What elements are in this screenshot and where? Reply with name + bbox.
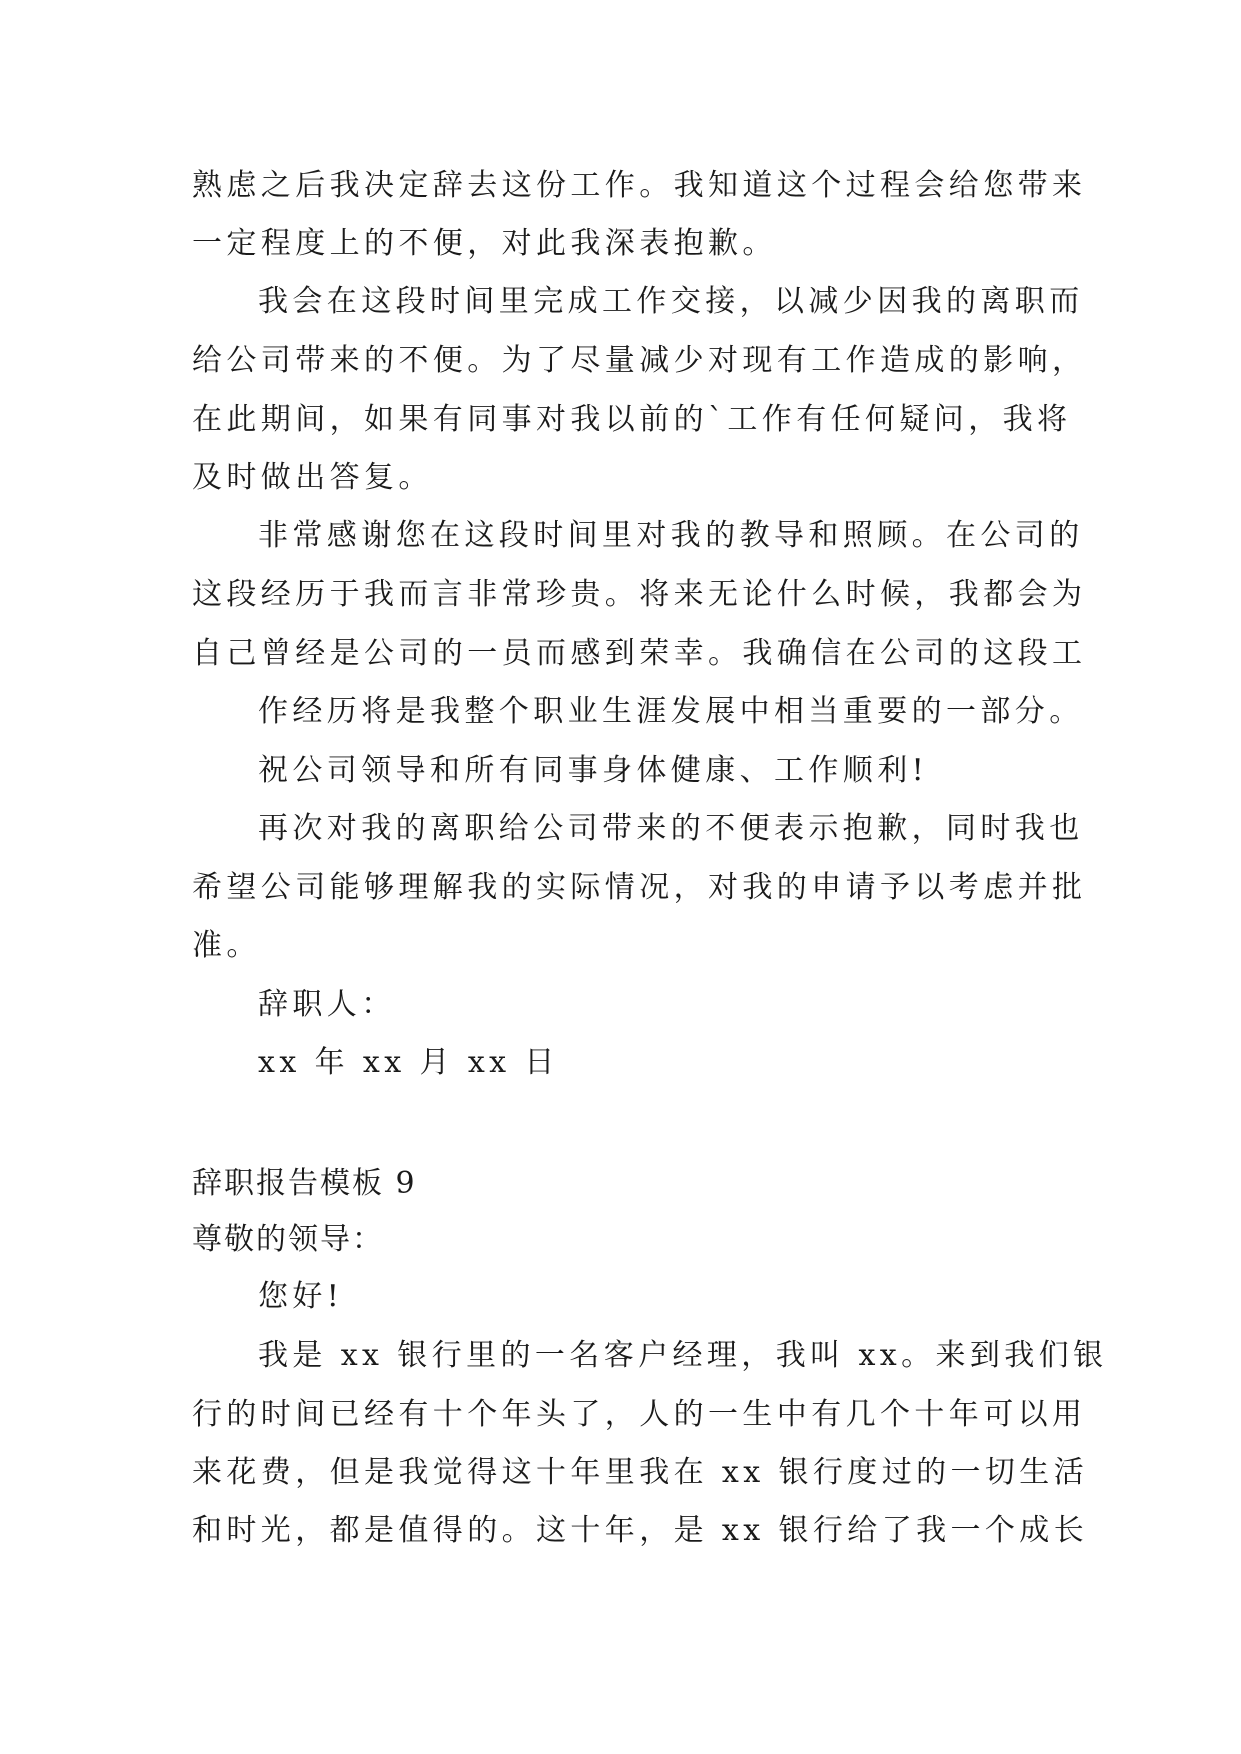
- greeting: 您好!: [258, 1279, 344, 1314]
- body-text-line: 和时光，都是值得的。这十年，是 xx 银行给了我一个成长: [192, 1513, 1089, 1548]
- body-text-line: 这段经历于我而言非常珍贵。将来无论什么时候，我都会为: [192, 577, 1087, 612]
- body-text-line: 来花费，但是我觉得这十年里我在 xx 银行度过的一切生活: [192, 1455, 1089, 1490]
- body-text-line: 熟虑之后我决定辞去这份工作。我知道这个过程会给您带来: [192, 168, 1087, 203]
- signature-date: xx 年 xx 月 xx 日: [258, 1045, 559, 1080]
- body-text-line: 行的时间已经有十个年头了，人的一生中有几个十年可以用: [192, 1397, 1087, 1432]
- body-text-line: 及时做出答复。: [192, 460, 433, 495]
- body-text-line: 在此期间，如果有同事对我以前的`工作有任何疑问，我将: [192, 402, 1072, 437]
- body-text-line: 我是 xx 银行里的一名客户经理，我叫 xx。来到我们银: [258, 1338, 1108, 1373]
- body-text-line: 希望公司能够理解我的实际情况，对我的申请予以考虑并批: [192, 870, 1087, 905]
- section-title: 辞职报告模板 9: [192, 1166, 417, 1201]
- signature-label: 辞职人：: [258, 987, 396, 1022]
- body-text-line: 准。: [192, 928, 261, 963]
- body-text-line: 作经历将是我整个职业生涯发展中相当重要的一部分。: [258, 694, 1084, 729]
- body-text-line: 一定程度上的不便，对此我深表抱歉。: [192, 226, 777, 261]
- body-text-line: 祝公司领导和所有同事身体健康、工作顺利!: [258, 753, 929, 788]
- body-text-line: 再次对我的离职给公司带来的不便表示抱歉，同时我也: [258, 811, 1084, 846]
- salutation: 尊敬的领导：: [192, 1222, 384, 1257]
- body-text-line: 自己曾经是公司的一员而感到荣幸。我确信在公司的这段工: [192, 636, 1087, 671]
- body-text-line: 给公司带来的不便。为了尽量减少对现有工作造成的影响，: [192, 343, 1087, 378]
- body-text-line: 非常感谢您在这段时间里对我的教导和照顾。在公司的: [258, 518, 1084, 553]
- body-text-line: 我会在这段时间里完成工作交接，以减少因我的离职而: [258, 284, 1084, 319]
